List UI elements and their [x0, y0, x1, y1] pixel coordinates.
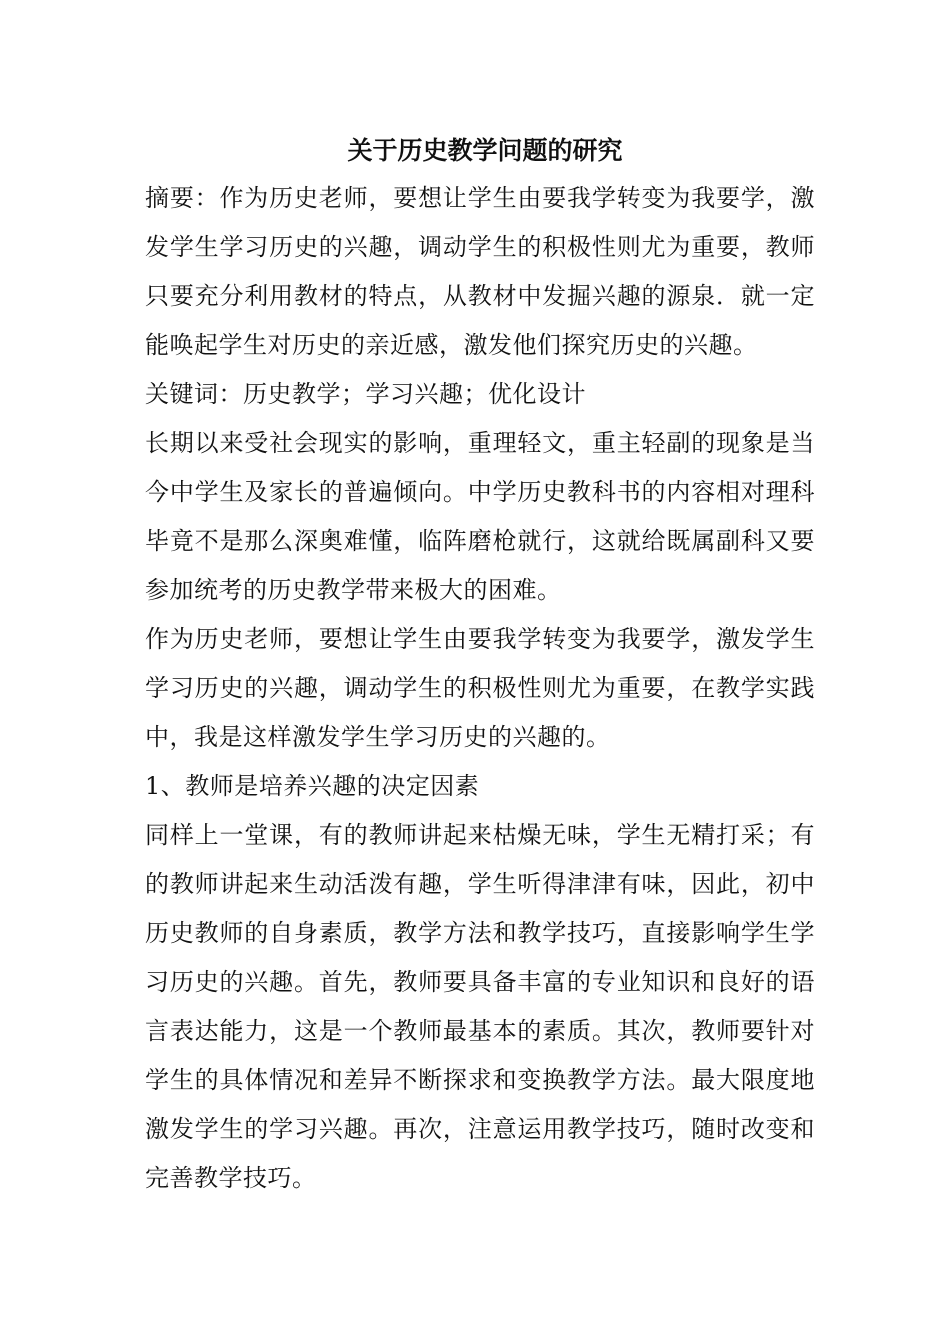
abstract-paragraph: 摘要：作为历史老师，要想让学生由要我学转变为我要学，激发学生学习历史的兴趣，调动学生的积极性则尤为重要，教师只要充分利用教材的特点，从教材中发掘兴趣的源泉．就一定能唤起学生对历史的亲近感，激发他们探究历史的兴趣。	[145, 184, 815, 359]
document-body	[145, 128, 815, 1203]
body-paragraph-2: 作为历史老师，要想让学生由要我学转变为我要学，激发学生学习历史的兴趣，调动学生的积极性则尤为重要，在教学实践中，我是这样激发学生学习历史的兴趣的。	[145, 625, 815, 751]
document-title: 关于历史教学问题的研究	[347, 136, 623, 165]
section-paragraph: 同样上一堂课，有的教师讲起来枯燥无味，学生无精打采；有的教师讲起来生动活泼有趣，学生听得津津有味，因此，初中历史教师的自身素质，教学方法和教学技巧，直接影响学生学习历史的兴趣。首先，教师要具备丰富的专业知识和良好的语言表达能力，这是一个教师最基本的素质。其次，教师要针对学生的具体情况和差异不断探求和变换教学方法。最大限度地激发学生的学习兴趣。再次，注意运用教学技巧，随时改变和完善教学技巧。	[145, 821, 815, 1192]
section-heading: 1、教师是培养兴趣的决定因素	[145, 772, 480, 800]
body-paragraph-1: 长期以来受社会现实的影响，重理轻文，重主轻副的现象是当今中学生及家长的普遍倾向。中学历史教科书的内容相对理科毕竟不是那么深奥难懂，临阵磨枪就行，这就给既属副科又要参加统考的历史教学带来极大的困难。	[145, 429, 815, 604]
keywords-line: 关键词：历史教学；学习兴趣；优化设计	[145, 380, 586, 408]
